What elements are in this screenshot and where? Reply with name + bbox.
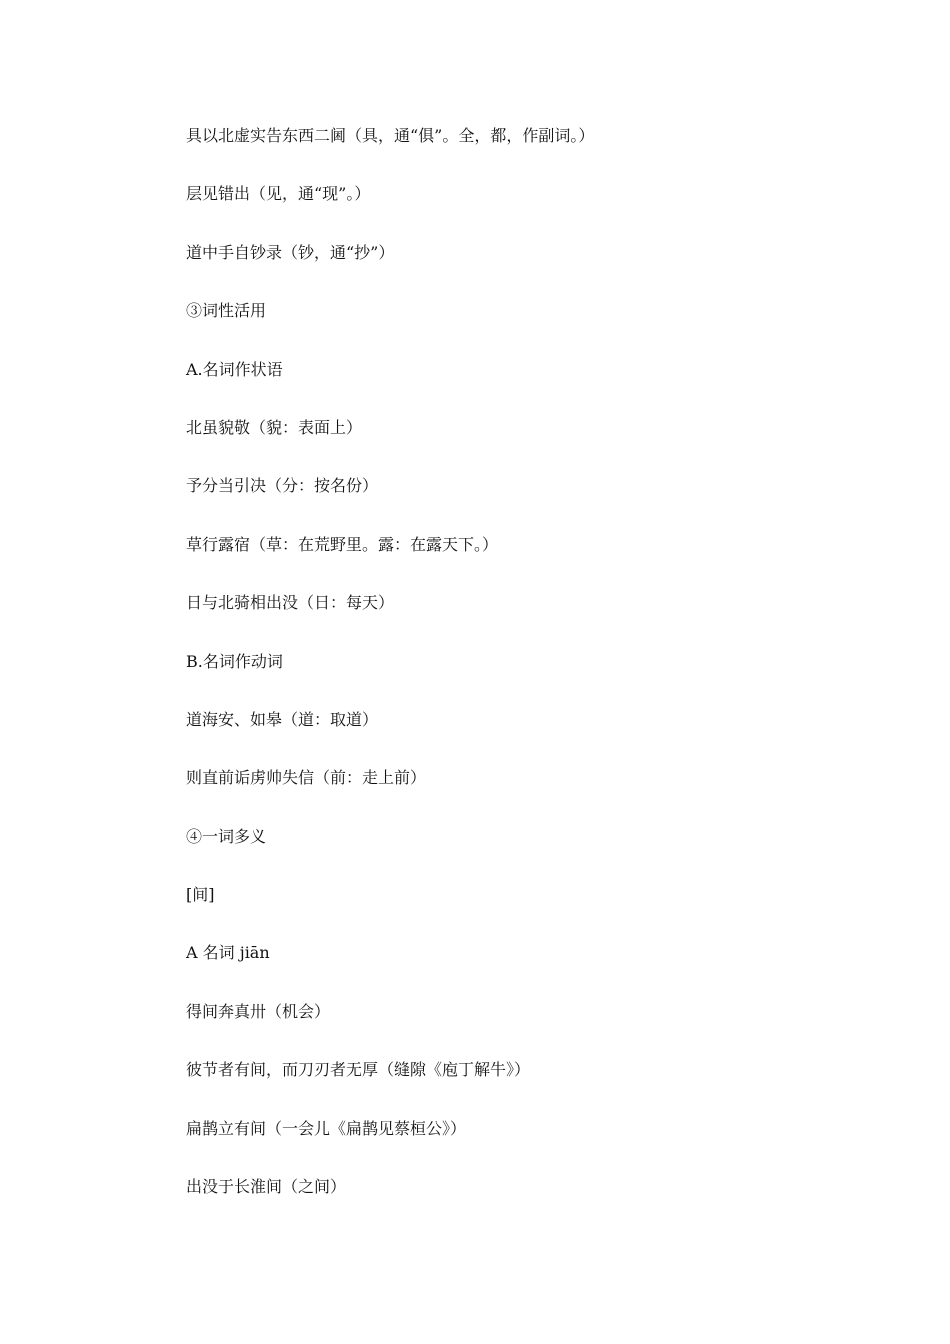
- text-line: 扁鹊立有间（一会儿《扁鹊见蔡桓公》）: [186, 1118, 467, 1138]
- text-line: 北虽貌敬（貌：表面上）: [186, 417, 363, 437]
- text-line: 彼节者有间，而刀刃者无厚（缝隙《庖丁解牛》）: [186, 1060, 531, 1080]
- word-heading: [间]: [186, 885, 215, 905]
- text-line: 予分当引决（分：按名份）: [186, 476, 379, 496]
- text-body: [186, 124, 866, 1233]
- text-line: 具以北虚实告东西二阃（具，通“俱”。全，都，作副词。）: [186, 126, 595, 145]
- text-line: 层见错出（见，通“现”。）: [186, 184, 371, 204]
- text-line: 出没于长淮间（之间）: [186, 1177, 347, 1197]
- section-heading: ④一词多义: [186, 826, 267, 846]
- section-heading: ③词性活用: [186, 301, 267, 321]
- text-line: 道海安、如皋（道：取道）: [186, 709, 379, 729]
- text-line: 得间奔真卅（机会）: [186, 1001, 331, 1021]
- text-line: 道中手自钞录（钞，通“抄”）: [186, 242, 395, 262]
- text-line: 日与北骑相出没（日：每天）: [186, 593, 395, 613]
- subsection-heading: A.名词作状语: [186, 359, 283, 379]
- subsection-heading: B.名词作动词: [186, 651, 283, 671]
- text-line: 则直前诟虏帅失信（前：走上前）: [186, 768, 427, 788]
- subsection-heading: A 名词 jiān: [186, 943, 270, 963]
- text-line: 草行露宿（草：在荒野里。露：在露天下。）: [186, 534, 499, 554]
